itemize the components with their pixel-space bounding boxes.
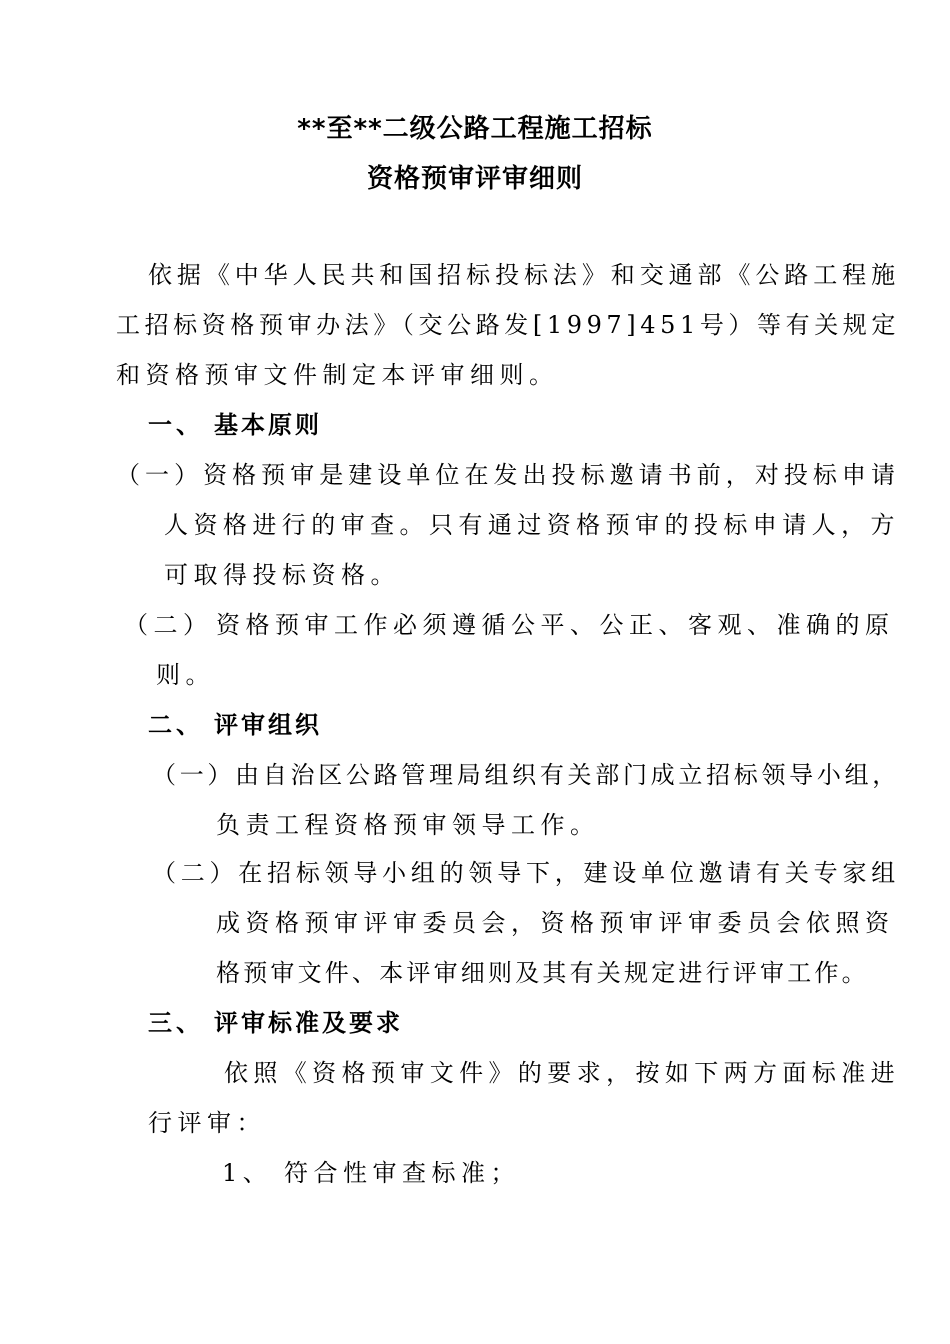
intro-line-3: 和资格预审文件制定本评审细则。	[116, 361, 559, 389]
principle-1-line-2: 人资格进行的审查。只有通过资格预审的投标申请人，方	[164, 511, 900, 539]
section-number: 一、	[148, 411, 204, 439]
criteria-item-1-number: 1、	[222, 1159, 273, 1187]
document-title-line1: **至**二级公路工程施工招标	[297, 114, 653, 144]
criteria-item-1-text: 符合性审查标准；	[284, 1159, 520, 1187]
section-heading-2	[148, 710, 322, 740]
criteria-intro-line-2: 行评审：	[148, 1109, 266, 1137]
organization-2-line-2: 成资格预审评审委员会，资格预审评审委员会依照资	[216, 909, 895, 937]
section-title: 基本原则	[214, 411, 322, 439]
document-title-line2: 资格预审评审细则	[366, 164, 583, 194]
section-heading-1	[148, 410, 322, 440]
section-heading-3	[148, 1008, 403, 1038]
organization-2-line-1: （二）在招标领导小组的领导下，建设单位邀请有关专家组	[152, 859, 900, 887]
principle-2-line-2: 则。	[156, 661, 215, 689]
principle-2-line-1: 资格预审工作必须遵循公平、公正、客观、准确的原	[216, 611, 895, 639]
intro-line-2: 工招标资格预审办法》（交公路发[1997]451号）等有关规定	[116, 311, 900, 339]
intro-line-1: 依据《中华人民共和国招标投标法》和交通部《公路工程施	[148, 261, 900, 289]
principle-2-marker: （二）	[124, 611, 213, 639]
organization-1-line-2: 负责工程资格预审领导工作。	[216, 811, 600, 839]
principle-1-line-3: 可取得投标资格。	[164, 561, 400, 589]
section-title: 评审标准及要求	[214, 1009, 403, 1037]
principle-1-line-1: （一）资格预审是建设单位在发出投标邀请书前，对投标申请	[116, 461, 900, 489]
section-number: 三、	[148, 1009, 204, 1037]
section-title: 评审组织	[214, 711, 322, 739]
organization-2-line-3: 格预审文件、本评审细则及其有关规定进行评审工作。	[216, 959, 869, 987]
section-number: 二、	[148, 711, 204, 739]
organization-1-line-1: （一）由自治区公路管理局组织有关部门成立招标领导小组，	[152, 761, 900, 789]
criteria-intro-line-1: 依照《资格预审文件》的要求，按如下两方面标准进	[224, 1059, 900, 1087]
